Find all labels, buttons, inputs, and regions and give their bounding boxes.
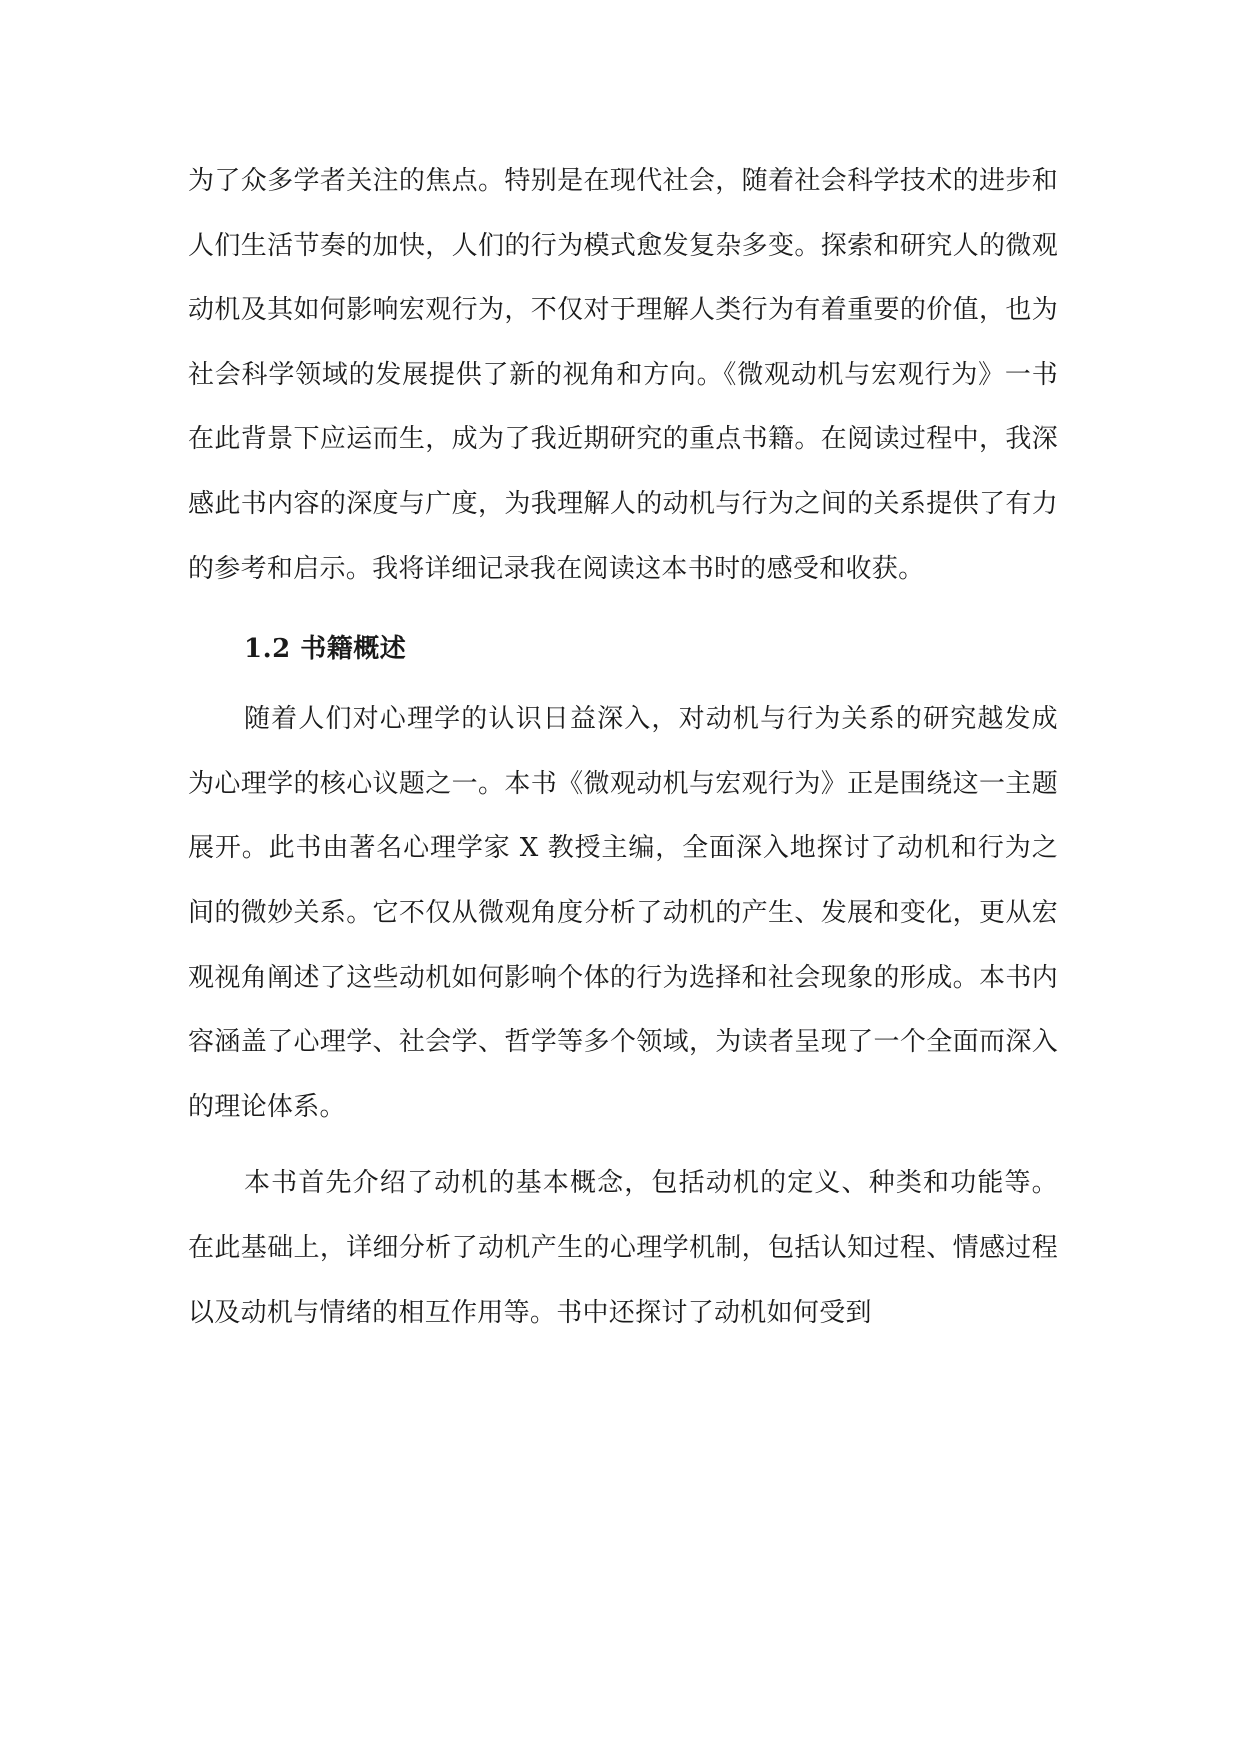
paragraph-3: 本书首先介绍了动机的基本概念，包括动机的定义、种类和功能等。在此基础上，详细分析了动机产生的心理学机制，包括认知过程、情感过程以及动机与情绪的相互作用等。书中还探讨了动机如何受到 (188, 1168, 1058, 1328)
body-text (188, 149, 1058, 1345)
paragraph-spacer (188, 1139, 1058, 1151)
section-heading: 1.2 书籍概述 (244, 634, 407, 665)
paragraph-1: 为了众多学者关注的焦点。特别是在现代社会，随着社会科学技术的进步和人们生活节奏的加快，人们的行为模式愈发复杂多变。探索和研究人的微观动机及其如何影响宏观行为，不仅对于理解人类行为有着重要的价值，也为社会科学领域的发展提供了新的视角和方向。《微观动机与宏观行为》一书在此背景下应运而生，成为了我近期研究的重点书籍。在阅读过程中，我深感此书内容的深度与广度，为我理解人的动机与行为之间的关系提供了有力的参考和启示。我将详细记录我在阅读这本书时的感受和收获。 (188, 166, 1058, 584)
paragraph-2: 随着人们对心理学的认识日益深入，对动机与行为关系的研究越发成为心理学的核心议题之一。本书《微观动机与宏观行为》正是围绕这一主题展开。此书由著名心理学家 X 教授主编，全面深入地探讨了动机和行为之间的微妙关系。它不仅从微观角度分析了动机的产生、发展和变化，更从宏观视角阐述了这些动机如何影响个体的行为选择和社会现象的形成。本书内容涵盖了心理学、社会学、哲学等多个领域，为读者呈现了一个全面而深入的理论体系。 (188, 704, 1058, 1122)
